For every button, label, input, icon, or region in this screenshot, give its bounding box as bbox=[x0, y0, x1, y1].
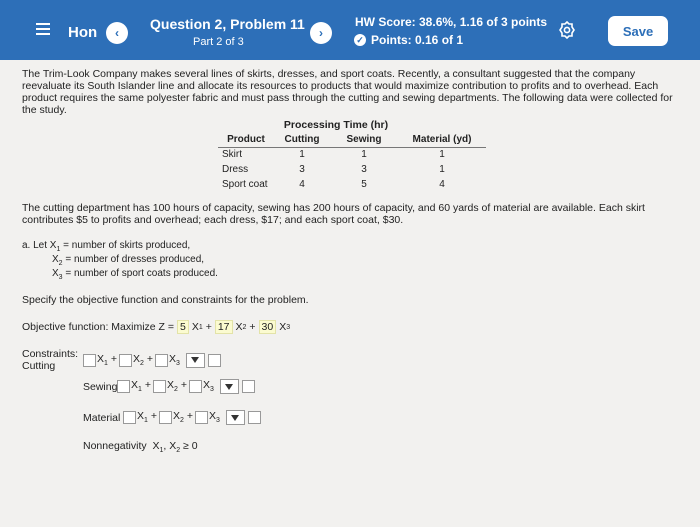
material-coef-x1-input[interactable] bbox=[123, 411, 136, 424]
chevron-down-icon bbox=[231, 415, 239, 421]
sewing-coef-x2-input[interactable] bbox=[153, 380, 166, 393]
cell-cutting: 4 bbox=[299, 179, 305, 190]
question-title: Question 2, Problem 11 bbox=[150, 16, 305, 32]
cutting-rhs-input[interactable] bbox=[208, 354, 221, 367]
material-coef-x2-input[interactable] bbox=[159, 411, 172, 424]
variable-x3: $X_3$ = number of sport coats produced. bbox=[52, 268, 218, 281]
data-table bbox=[218, 117, 486, 192]
cell-material: 4 bbox=[439, 179, 445, 190]
cell-sewing: 3 bbox=[361, 164, 367, 175]
variable-x2: $X_2$ = number of dresses produced, bbox=[52, 254, 205, 267]
top-bar bbox=[0, 0, 700, 60]
constraint-sewing: Sewing $X_1$ + $X_2$ + $X_3$ bbox=[83, 379, 255, 394]
cutting-coef-x3-input[interactable] bbox=[155, 354, 168, 367]
cutting-coef-x1-input[interactable] bbox=[83, 354, 96, 367]
header-product: Product bbox=[218, 132, 274, 147]
table-row bbox=[218, 147, 486, 162]
cell-product: Dress bbox=[222, 164, 249, 175]
capacity-text: The cutting department has 100 hours of capacity, sewing has 200 hours of capacity, and 60 yards of material are available. Each skirt contributes $5 to profits and overhead; each dress, $17; and each sport coat, $30. bbox=[22, 202, 645, 226]
coef-x2[interactable]: 17 bbox=[215, 320, 233, 334]
cutting-coef-x2-input[interactable] bbox=[119, 354, 132, 367]
nonnegativity-label: Nonnegativity bbox=[83, 440, 147, 452]
header-cutting: Cutting bbox=[274, 132, 330, 147]
settings-icon[interactable] bbox=[558, 21, 576, 39]
header-sewing: Sewing bbox=[330, 132, 398, 147]
instruction-text: Specify the objective function and constraints for the problem. bbox=[22, 294, 309, 306]
material-relation-dropdown[interactable] bbox=[226, 410, 245, 425]
var-prefix: a. Let bbox=[22, 240, 48, 251]
sewing-rhs-input[interactable] bbox=[242, 380, 255, 393]
sewing-relation-dropdown[interactable] bbox=[220, 379, 239, 394]
menu-icon[interactable] bbox=[36, 23, 50, 35]
cutting-relation-dropdown[interactable] bbox=[186, 353, 205, 368]
home-link[interactable]: Hon bbox=[68, 24, 98, 41]
objective-label: Objective function: Maximize Z = bbox=[22, 321, 175, 333]
table-group-header: Processing Time (hr) bbox=[283, 118, 389, 131]
cell-product: Sport coat bbox=[222, 179, 268, 190]
previous-question-button[interactable]: ‹ bbox=[106, 22, 128, 44]
cell-material: 1 bbox=[439, 164, 445, 175]
material-rhs-input[interactable] bbox=[248, 411, 261, 424]
check-icon: ✓ bbox=[354, 34, 366, 46]
points-text: Points: 0.16 of 1 bbox=[371, 33, 464, 47]
chevron-down-icon bbox=[225, 384, 233, 390]
cell-sewing: 1 bbox=[361, 149, 367, 161]
material-coef-x3-input[interactable] bbox=[195, 411, 208, 424]
header-material: Material (yd) bbox=[398, 132, 486, 147]
question-part: Part 2 of 3 bbox=[193, 36, 244, 48]
chevron-down-icon bbox=[191, 357, 199, 363]
cell-material: 1 bbox=[439, 149, 445, 161]
table-row bbox=[218, 177, 486, 192]
sewing-coef-x1-input[interactable] bbox=[117, 380, 130, 393]
save-button[interactable]: Save bbox=[608, 16, 668, 46]
constraints-label: Constraints: bbox=[22, 348, 79, 360]
question-content bbox=[0, 60, 700, 527]
cell-product: Skirt bbox=[222, 149, 242, 161]
sewing-coef-x3-input[interactable] bbox=[189, 380, 202, 393]
nonnegativity-constraint: Nonnegativity $X_1$, $X_2 \ge 0$ bbox=[83, 440, 198, 455]
next-question-button[interactable]: › bbox=[310, 22, 332, 44]
cell-sewing: 5 bbox=[361, 179, 367, 190]
cell-cutting: 1 bbox=[299, 149, 305, 161]
objective-function: Objective function: Maximize Z = 5 X 1 + 17 X 2 + 30 X 3 bbox=[22, 321, 291, 333]
constraint-material: Material $X_1$ + $X_2$ + $X_3$ bbox=[83, 410, 261, 425]
points-status bbox=[354, 33, 463, 47]
cell-cutting: 3 bbox=[299, 164, 305, 175]
variable-x1: a. Let $X_1$ = number of skirts produced, bbox=[22, 240, 191, 253]
problem-intro: The Trim-Look Company makes several lines of skirts, dresses, and sport coats. Recently, a consultant suggested that the company reevaluate its South Islander line and allocate its resources to products that would maximize contribution to profits and to overhead. Each product requires the same polyester fabric and must pass through the cutting and sewing departments. The following data were collected for the study. bbox=[22, 68, 673, 116]
table-row bbox=[218, 162, 486, 177]
coef-x1[interactable]: 5 bbox=[177, 320, 189, 334]
constraint-cutting: Constraints: Cutting $X_1$ + $X_2$ + $X_3$ bbox=[22, 348, 221, 372]
hw-score: HW Score: 38.6%, 1.16 of 3 points bbox=[355, 15, 548, 29]
coef-x3[interactable]: 30 bbox=[259, 320, 277, 334]
